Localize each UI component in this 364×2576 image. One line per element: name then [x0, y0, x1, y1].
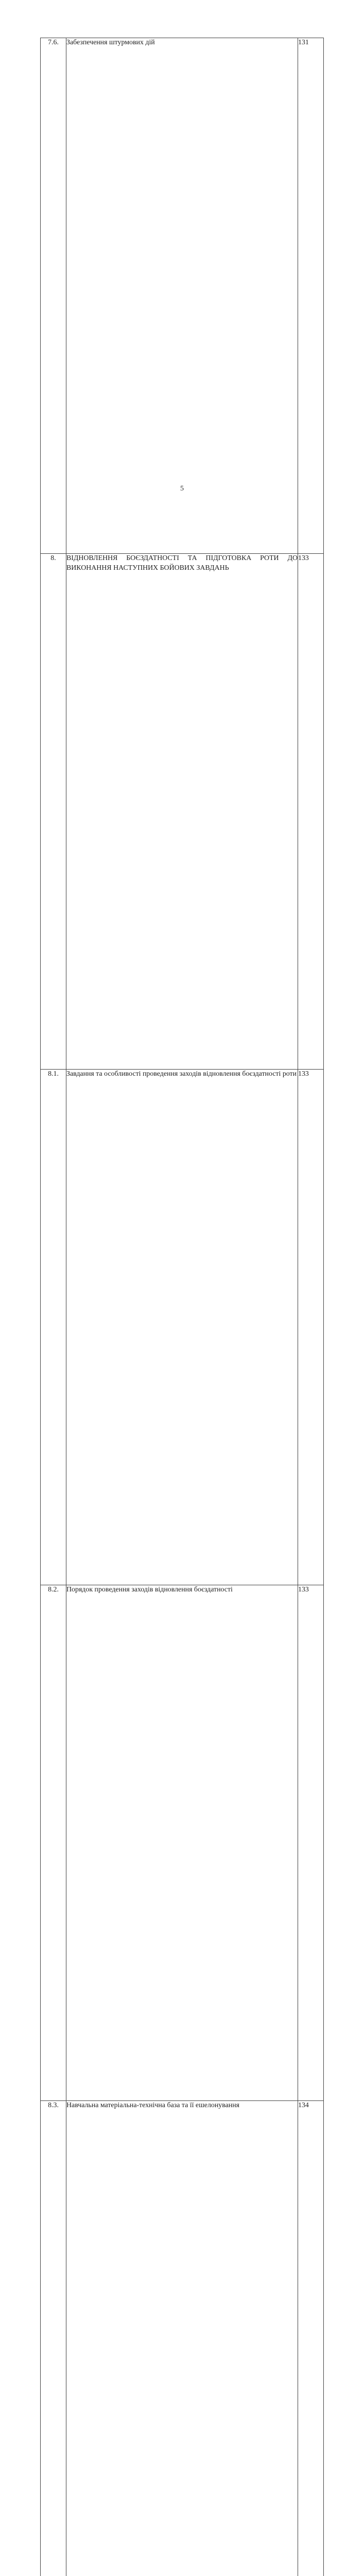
toc-row — [41, 1585, 324, 2101]
toc-row — [41, 554, 324, 1070]
entry-page-cell: 134 — [298, 2101, 324, 2576]
toc-row — [41, 1070, 324, 1585]
entry-number-cell: 8.1. — [41, 1070, 66, 1585]
toc-body — [41, 38, 324, 2576]
entry-number-cell: 7.6. — [41, 38, 66, 554]
entry-title-cell: Завдання та особливості проведення заходів відновлення боєздатності роти — [66, 1070, 298, 1585]
toc-row — [41, 2101, 324, 2576]
entry-title-cell: Навчальна матеріальна-технічна база та її ешелонування — [66, 2101, 298, 2576]
entry-title-cell: Забезпечення штурмових дій — [66, 38, 298, 554]
entry-number-cell: 8. — [41, 554, 66, 1070]
table-of-contents — [40, 38, 324, 2576]
page-number: 5 — [0, 485, 364, 493]
entry-title-cell: ВІДНОВЛЕННЯ БОЄЗДАТНОСТІ ТА ПІДГОТОВКА РОТИ ДО ВИКОНАННЯ НАСТУПНИХ БОЙОВИХ ЗАВДАНЬ — [66, 554, 298, 1070]
document-page — [0, 0, 364, 515]
entry-page-cell: 133 — [298, 554, 324, 1070]
toc-row — [41, 38, 324, 554]
entry-page-cell: 133 — [298, 1070, 324, 1585]
entry-number-cell: 8.2. — [41, 1585, 66, 2101]
entry-number-cell: 8.3. — [41, 2101, 66, 2576]
entry-page-cell: 133 — [298, 1585, 324, 2101]
entry-page-cell: 131 — [298, 38, 324, 554]
entry-title-cell: Порядок проведення заходів відновлення боєздатності — [66, 1585, 298, 2101]
